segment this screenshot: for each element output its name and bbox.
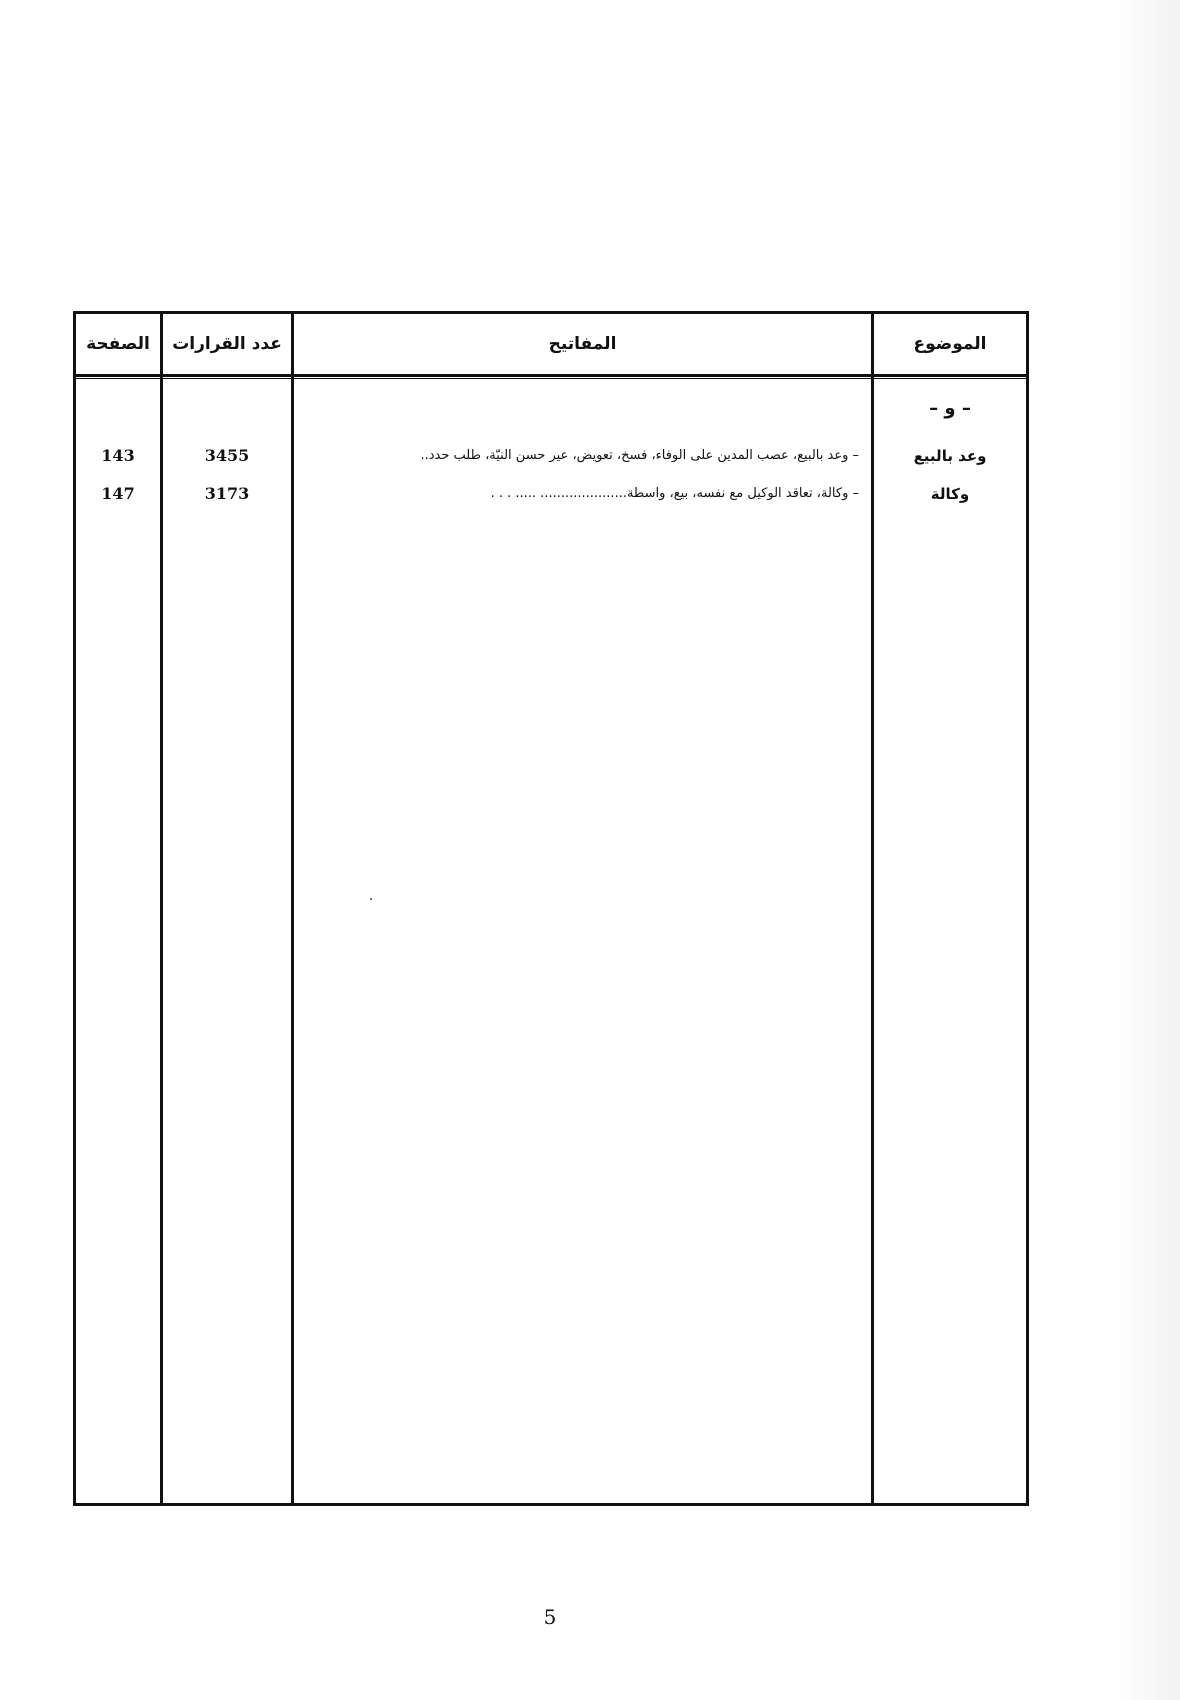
scan-speck <box>370 898 372 900</box>
header-decision-count: عدد القرارات <box>172 334 282 354</box>
section-letter: – و – <box>929 398 971 419</box>
page-number: 5 <box>543 1605 557 1629</box>
header-divider <box>76 374 1026 377</box>
keywords-cell: – وعد بالبيع، عصب المدين على الوفاء، فسخ، تعويض، عير حسن النيّة، طلب حدد.. <box>420 448 859 463</box>
header-divider-thin <box>76 378 1026 379</box>
decision-count-cell: 3455 <box>204 446 250 465</box>
page-cell: 143 <box>101 446 135 465</box>
decision-count-cell: 3173 <box>204 484 250 503</box>
header-page: الصفحة <box>86 334 150 354</box>
index-table <box>73 311 1029 1506</box>
header-keywords: المفاتيح <box>548 334 617 354</box>
page-cell: 147 <box>101 484 135 503</box>
table-row <box>76 479 1026 509</box>
keywords-cell: – وكالة، تعاقد الوكيل مع نفسه، بيع، واسطة..................... ..... . . . <box>490 486 859 501</box>
page-edge-shadow <box>1110 0 1180 1700</box>
topic-cell: وكالة <box>930 485 970 503</box>
topic-cell: وعد بالبيع <box>913 447 987 465</box>
table-row <box>76 441 1026 471</box>
header-topic: الموضوع <box>913 334 987 354</box>
